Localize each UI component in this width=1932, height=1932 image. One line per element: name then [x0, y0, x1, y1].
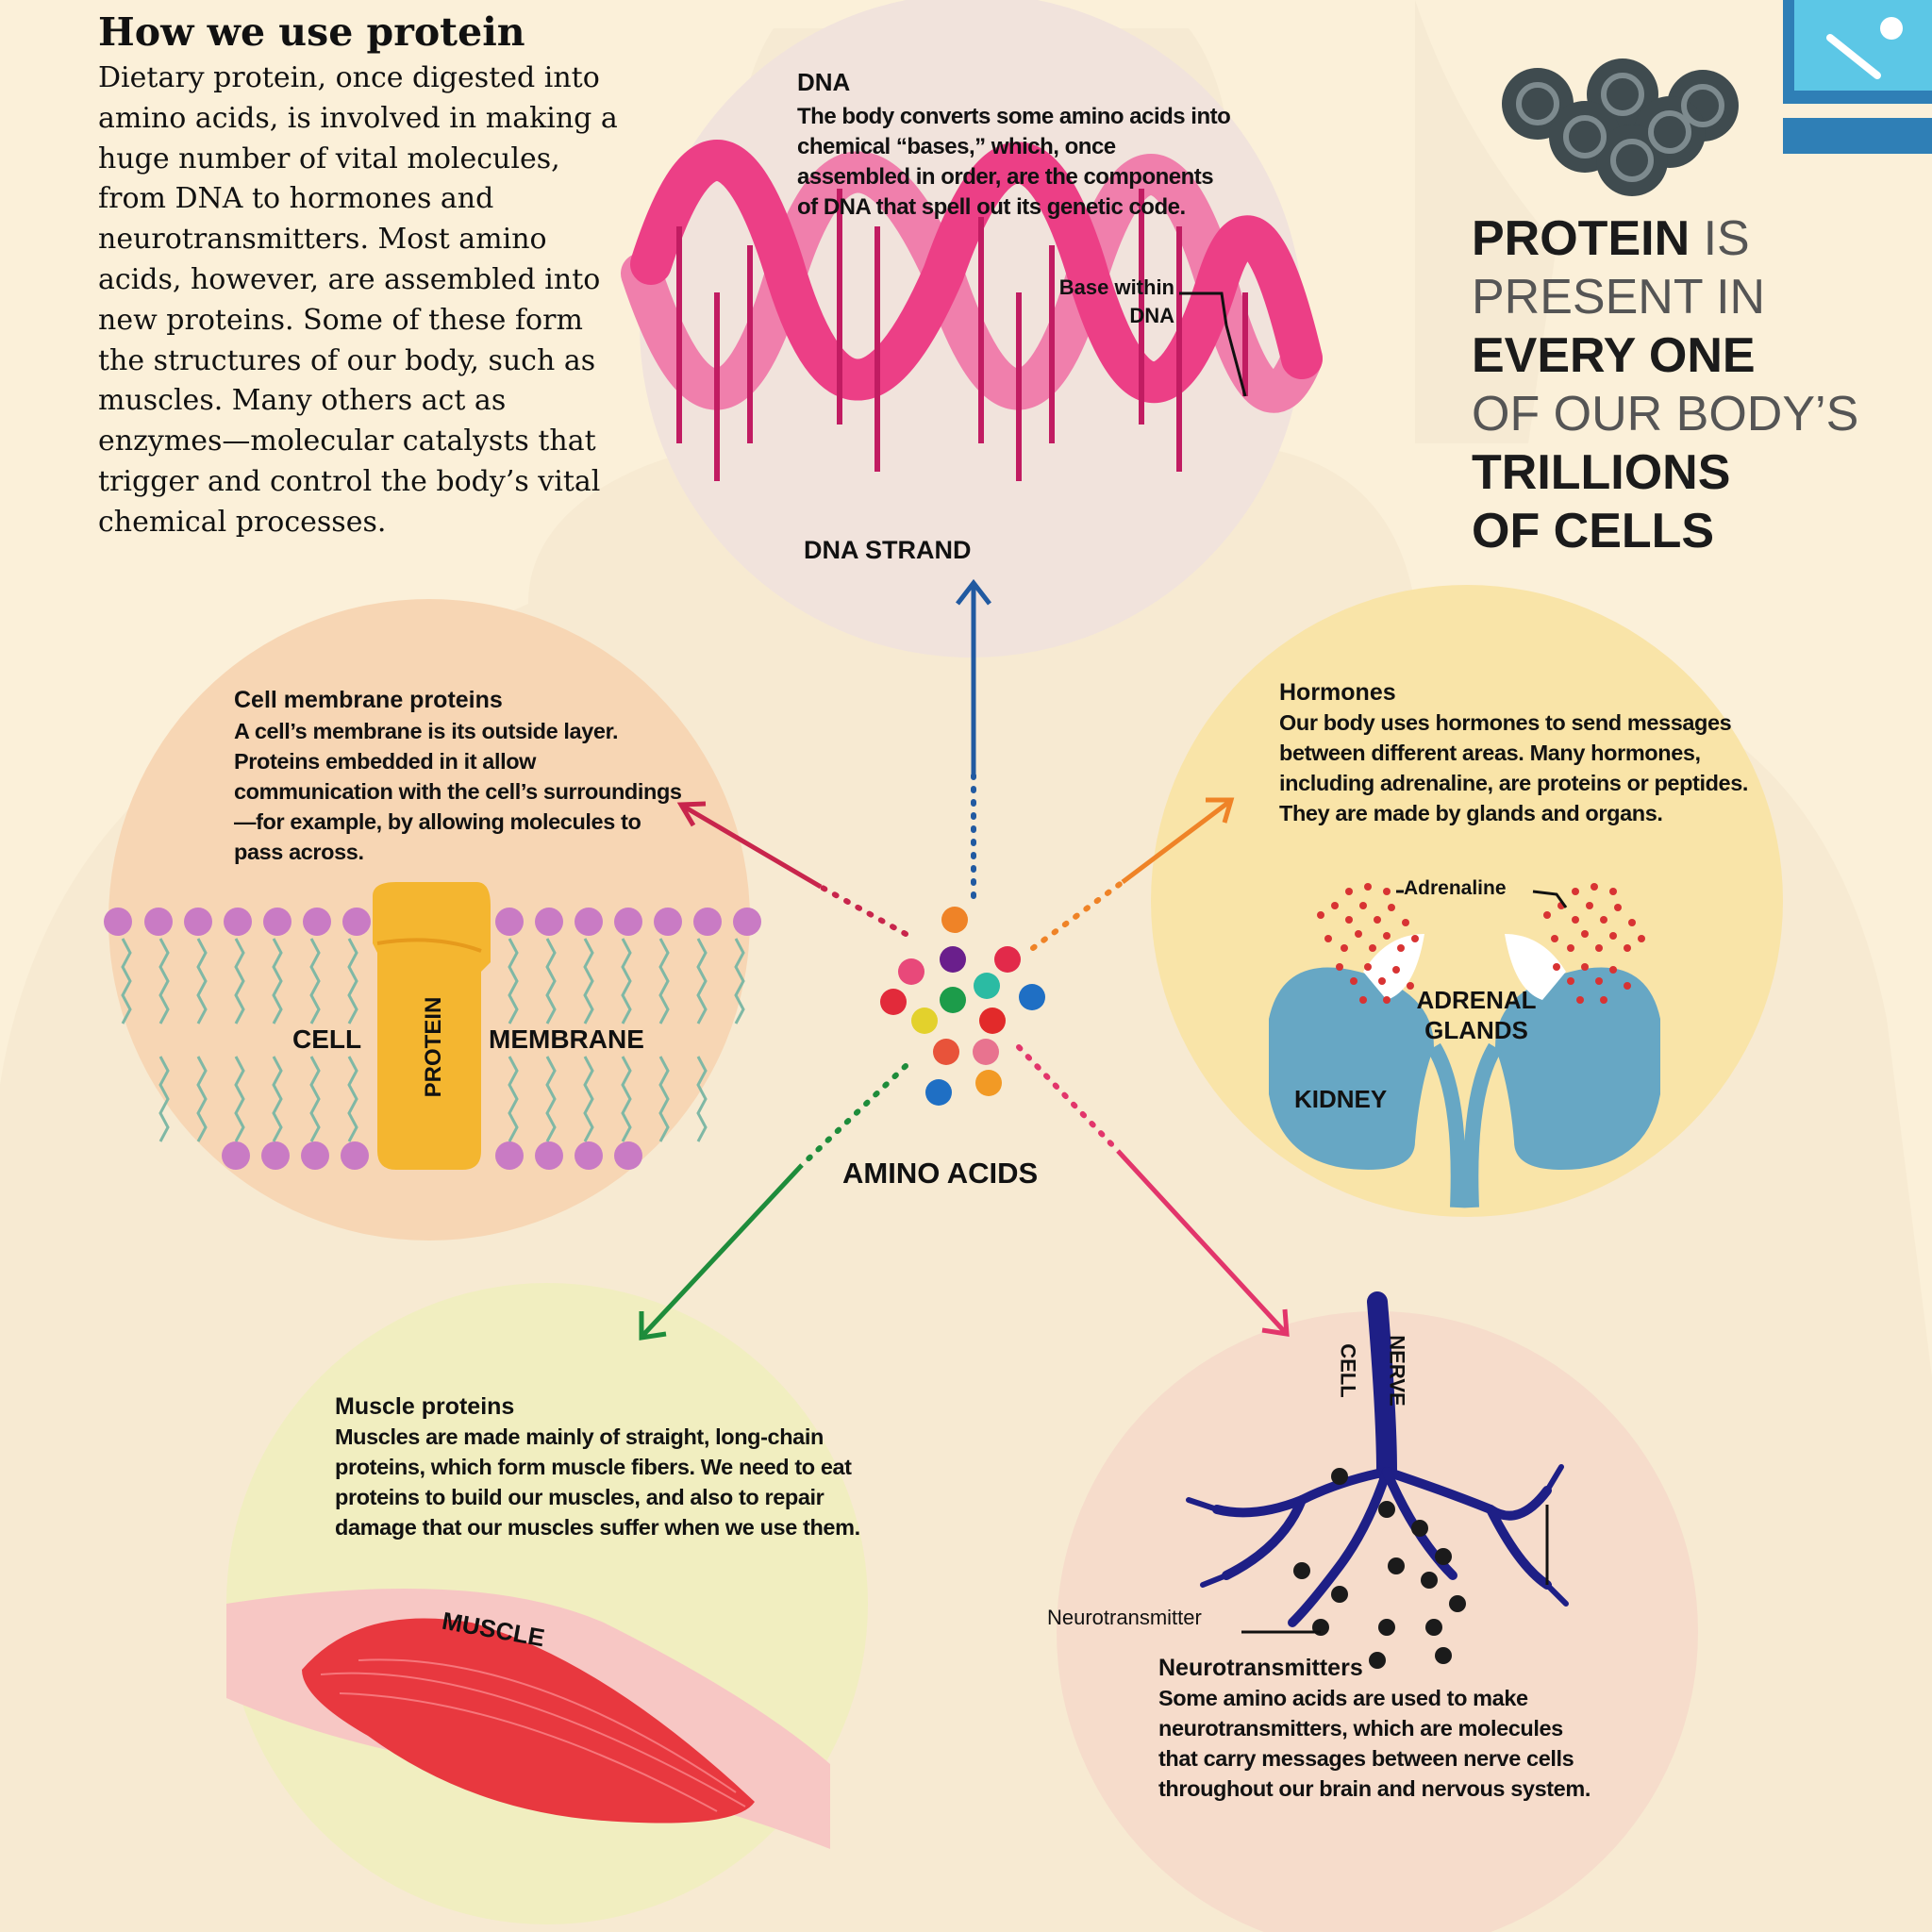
membrane-label-membrane: MEMBRANE — [489, 1024, 644, 1054]
dna-title: DNA — [797, 68, 851, 96]
membrane-label-protein: PROTEIN — [421, 996, 446, 1098]
muscle-title: Muscle proteins — [335, 1393, 515, 1420]
kidney-label: KIDNEY — [1294, 1085, 1388, 1113]
headline-line6: OF CELLS — [1472, 504, 1715, 558]
dna-callout-line1: Base within — [1058, 275, 1174, 299]
headline-line1-rest: IS — [1690, 211, 1750, 266]
hormones-text: Our body uses hormones to send messages between different areas. Many hormones, including adrenaline, are proteins or peptides. They are made by glands and organs. — [1279, 710, 1748, 825]
adrenaline-callout: Adrenaline — [1404, 877, 1507, 899]
headline-line1-bold: PROTEIN — [1472, 211, 1690, 266]
intro-title: How we use protein — [98, 9, 525, 55]
adrenal-glands-label — [1406, 985, 1547, 1045]
headline-line2: PRESENT IN — [1472, 270, 1766, 325]
adrenal-glands-line2: GLANDS — [1424, 1016, 1528, 1044]
cells-cluster-icon — [1502, 58, 1739, 196]
hormones-title: Hormones — [1279, 679, 1396, 706]
headline-line3: EVERY ONE — [1472, 328, 1756, 383]
neurotransmitter-callout: Neurotransmitter — [1047, 1606, 1202, 1629]
membrane-text: A cell’s membrane is its outside layer. Proteins embedded in it allow communication with the cell’s surroundings—for example, by allowing molecules to pass across. — [234, 719, 682, 864]
membrane-label-cell: CELL — [292, 1024, 362, 1054]
adrenal-glands-line1: ADRENAL — [1416, 986, 1537, 1014]
corner-badge-icon — [1783, 0, 1932, 154]
muscle-text: Muscles are made mainly of straight, long-chain proteins, which form muscle fibers. We need to eat proteins to build our muscles, and also to repair damage that our muscles suffer when we use them. — [335, 1424, 860, 1540]
membrane-title: Cell membrane proteins — [234, 687, 503, 713]
dna-strand-label: DNA STRAND — [804, 536, 972, 564]
dna-callout-line2: DNA — [1129, 304, 1174, 327]
headline-line5: TRILLIONS — [1472, 445, 1731, 500]
nerve-label: NERVE — [1385, 1335, 1409, 1407]
dna-callout — [1042, 274, 1174, 330]
nerve-cell-label: CELL — [1336, 1343, 1360, 1398]
headline — [1472, 209, 1858, 560]
muscle-label: MUSCLE — [440, 1606, 547, 1653]
neuro-text: Some amino acids are used to make neurotransmitters, which are molecules that carry messages between nerve cells throughout our brain and nervous system. — [1158, 1686, 1591, 1801]
headline-line4: OF OUR BODY’S — [1472, 387, 1859, 441]
amino-acids-label: AMINO ACIDS — [842, 1157, 1039, 1190]
intro-body: Dietary protein, once digested into amino acids, is involved in making a huge number of vital molecules, from DNA to hormones and neurotransmitters. Most amino acids, however, are assembled into new proteins. Some of these form the structures of our body, such as muscles. Many others act as enzymes—molecular catalysts that trigger and control the body’s vital chemical processes. — [98, 61, 618, 539]
neuro-title: Neurotransmitters — [1158, 1655, 1363, 1681]
dna-text: The body converts some amino acids into chemical “bases,” which, once assembled in order, are the components of DNA that spell out its genetic code. — [797, 104, 1231, 220]
